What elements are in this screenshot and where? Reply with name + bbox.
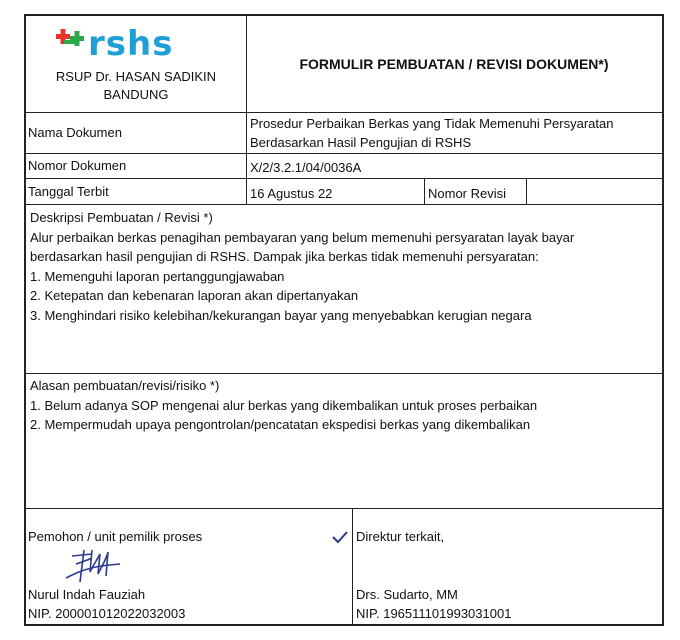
divider [424, 178, 425, 204]
nama-dokumen-value-line1: Prosedur Perbaikan Berkas yang Tidak Memenuhi Persyaratan [250, 116, 614, 131]
hospital-name [26, 68, 246, 104]
divider [26, 508, 662, 509]
nama-dokumen-value-line2: Berdasarkan Hasil Pengujian di RSHS [250, 135, 472, 150]
nama-dokumen-label: Nama Dokumen [28, 125, 122, 140]
pemohon-name: Nurul Indah Fauziah [28, 587, 146, 602]
deskripsi-line: 1. Memenguhi laporan pertanggungjawaban [30, 268, 285, 284]
logo-text: rshs [88, 24, 174, 64]
rshs-logo [52, 26, 182, 70]
divider [26, 178, 662, 179]
deskripsi-line: 2. Ketepatan dan kebenaran laporan akan dipertanyakan [30, 288, 359, 303]
alasan-section [30, 376, 656, 435]
form-title: FORMULIR PEMBUATAN / REVISI DOKUMEN*) [299, 56, 609, 72]
alasan-heading: Alasan pembuatan/revisi/risiko *) [30, 378, 220, 393]
pemohon-role: Pemohon / unit pemilik proses [28, 529, 203, 544]
divider [26, 112, 662, 113]
nomor-revisi-label: Nomor Revisi [428, 186, 507, 201]
divider [526, 178, 527, 204]
alasan-line: 1. Belum adanya SOP mengenai alur berkas yang dikembalikan untuk proses perbaikan [30, 397, 538, 413]
pemohon-nip: NIP. 200001012022032003 [28, 606, 186, 621]
form-sheet [24, 14, 664, 626]
direktur-name: Drs. Sudarto, MM [356, 587, 458, 602]
divider [246, 16, 247, 204]
deskripsi-line: Alur perbaikan berkas penagihan pembayaran yang belum memenuhi persyaratan layak bayar [30, 229, 575, 245]
logo-mark-icon [52, 26, 92, 52]
direktur-nip: NIP. 196511101993031001 [356, 606, 512, 621]
checkmark-icon [331, 530, 349, 544]
deskripsi-line: 3. Menghindari risiko kelebihan/kekurangan bayar yang menyebabkan kerugian negara [30, 307, 532, 323]
direktur-role: Direktur terkait, [356, 529, 445, 544]
divider [26, 373, 662, 374]
nomor-dokumen-label: Nomor Dokumen [28, 158, 127, 173]
deskripsi-heading: Deskripsi Pembuatan / Revisi *) [30, 210, 213, 225]
hospital-name-line1: RSUP Dr. HASAN SADIKIN [55, 69, 217, 84]
deskripsi-line: berdasarkan hasil pengujian di RSHS. Dampak jika berkas tidak memenuhi persyaratan: [30, 249, 539, 264]
divider [26, 153, 662, 154]
tanggal-terbit-value: 16 Agustus 22 [250, 186, 333, 201]
nomor-dokumen-value: X/2/3.2.1/04/0036A [250, 160, 362, 175]
signature-pemohon-icon [62, 544, 124, 586]
alasan-line: 2. Mempermudah upaya pengontrolan/pencatatan ekspedisi berkas yang dikembalikan [30, 417, 531, 432]
deskripsi-section [30, 208, 656, 325]
tanggal-terbit-label: Tanggal Terbit [28, 184, 109, 199]
divider [352, 508, 353, 626]
hospital-name-line2: BANDUNG [103, 87, 169, 102]
divider [26, 204, 662, 205]
